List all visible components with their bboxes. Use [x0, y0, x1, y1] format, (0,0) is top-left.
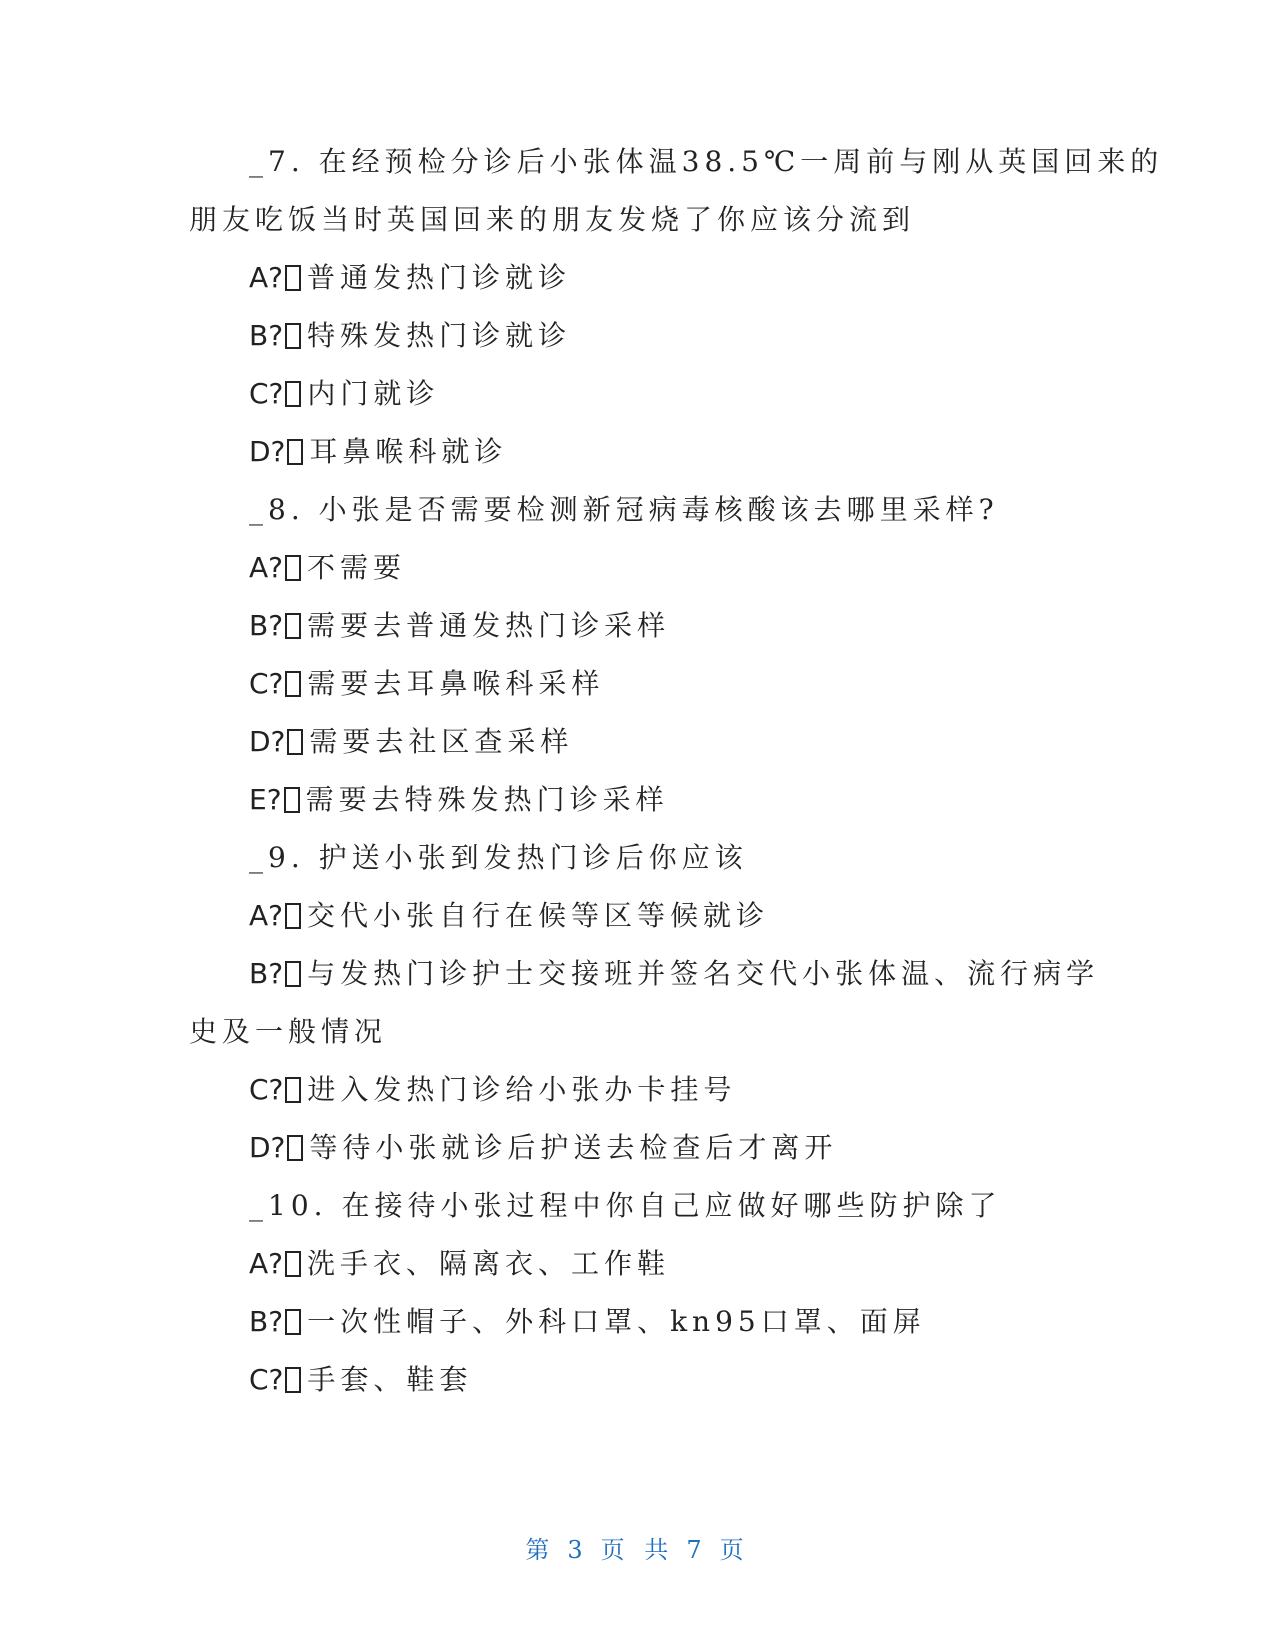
question-8-option-a [249, 550, 406, 586]
checkbox-placeholder-icon [287, 439, 303, 465]
option-text: 需要去特殊发热门诊采样 [305, 783, 669, 816]
checkbox-placeholder-icon [285, 1309, 301, 1335]
footer-suffix: 页 [719, 1536, 750, 1564]
option-text: 一次性帽子、外科口罩、kn95口罩、面屏 [307, 1305, 926, 1338]
question-8-number: _8. [249, 493, 305, 526]
option-letter: B? [249, 609, 284, 642]
footer-current-page: 3 [567, 1536, 589, 1564]
question-10-text: 在接待小张过程中你自己应做好哪些防护除了 [341, 1189, 1002, 1222]
footer-prefix: 第 [525, 1536, 556, 1564]
option-letter: A? [249, 551, 284, 584]
question-9-option-d [249, 1130, 837, 1166]
option-text: 手套、鞋套 [307, 1363, 473, 1396]
question-7-number: _7. [249, 145, 305, 178]
question-9-option-c [249, 1072, 736, 1108]
option-letter: E? [249, 783, 282, 816]
option-letter: D? [249, 1131, 286, 1164]
question-8-line-1 [249, 492, 999, 528]
question-7-text: 在经预检分诊后小张体温38.5℃一周前与刚从英国回来的 [318, 145, 1164, 178]
option-text: 特殊发热门诊就诊 [307, 319, 572, 352]
option-letter: A? [249, 1247, 284, 1280]
checkbox-placeholder-icon [285, 903, 301, 929]
option-text: 交代小张自行在候等区等候就诊 [307, 899, 770, 932]
question-7-option-b [249, 318, 571, 354]
question-9-text: 护送小张到发热门诊后你应该 [318, 841, 748, 874]
checkbox-placeholder-icon [285, 1251, 301, 1277]
checkbox-placeholder-icon [285, 1367, 301, 1393]
option-letter: B? [249, 957, 284, 990]
question-10-number: _10. [249, 1189, 328, 1222]
option-text: 等待小张就诊后护送去检查后才离开 [309, 1131, 838, 1164]
option-letter: D? [249, 435, 286, 468]
checkbox-placeholder-icon [284, 787, 300, 813]
question-8-option-c [249, 666, 604, 702]
footer-total-pages: 7 [686, 1536, 708, 1564]
question-7-option-c [249, 376, 439, 412]
question-9-option-b-continuation: 史及一般情况 [189, 1015, 388, 1048]
option-letter: C? [249, 1363, 284, 1396]
option-text: 耳鼻喉科就诊 [309, 435, 508, 468]
option-letter: C? [249, 667, 284, 700]
question-10-option-c [249, 1362, 472, 1398]
option-text: 需要去社区查采样 [309, 725, 574, 758]
question-9-option-a [249, 898, 769, 934]
option-letter: B? [249, 319, 284, 352]
checkbox-placeholder-icon [285, 381, 301, 407]
checkbox-placeholder-icon [285, 961, 301, 987]
question-9-option-b [249, 956, 1099, 992]
question-8-option-e [249, 782, 669, 818]
question-7-option-d [249, 434, 507, 470]
option-letter: C? [249, 1073, 284, 1106]
option-text: 与发热门诊护士交接班并签名交代小张体温、流行病学 [307, 957, 1100, 990]
question-10-option-b [249, 1304, 926, 1340]
question-10-option-a [249, 1246, 670, 1282]
option-letter: B? [249, 1305, 284, 1338]
checkbox-placeholder-icon [285, 671, 301, 697]
question-10-line-1 [249, 1188, 1001, 1224]
option-letter: C? [249, 377, 284, 410]
checkbox-placeholder-icon [285, 613, 301, 639]
option-text: 需要去普通发热门诊采样 [307, 609, 671, 642]
checkbox-placeholder-icon [285, 265, 301, 291]
option-text: 普通发热门诊就诊 [307, 261, 572, 294]
question-9-line-1 [249, 840, 748, 876]
question-7-line-1 [249, 144, 1163, 180]
option-text: 需要去耳鼻喉科采样 [307, 667, 605, 700]
checkbox-placeholder-icon [287, 729, 303, 755]
option-letter: D? [249, 725, 286, 758]
checkbox-placeholder-icon [285, 1077, 301, 1103]
checkbox-placeholder-icon [287, 1135, 303, 1161]
question-7-line-2: 朋友吃饭当时英国回来的朋友发烧了你应该分流到 [189, 203, 916, 236]
footer-middle: 页 共 [600, 1536, 675, 1564]
question-8-option-d [249, 724, 573, 760]
page-footer [0, 1530, 1275, 1565]
question-9-number: _9. [249, 841, 305, 874]
question-8-text: 小张是否需要检测新冠病毒核酸该去哪里采样? [318, 493, 999, 526]
option-letter: A? [249, 899, 284, 932]
option-text: 内门就诊 [307, 377, 440, 410]
question-8-option-b [249, 608, 670, 644]
option-text: 不需要 [307, 551, 407, 584]
checkbox-placeholder-icon [285, 323, 301, 349]
checkbox-placeholder-icon [285, 555, 301, 581]
option-letter: A? [249, 261, 284, 294]
question-7-option-a [249, 260, 571, 296]
option-text: 进入发热门诊给小张办卡挂号 [307, 1073, 737, 1106]
option-text: 洗手衣、隔离衣、工作鞋 [307, 1247, 671, 1280]
